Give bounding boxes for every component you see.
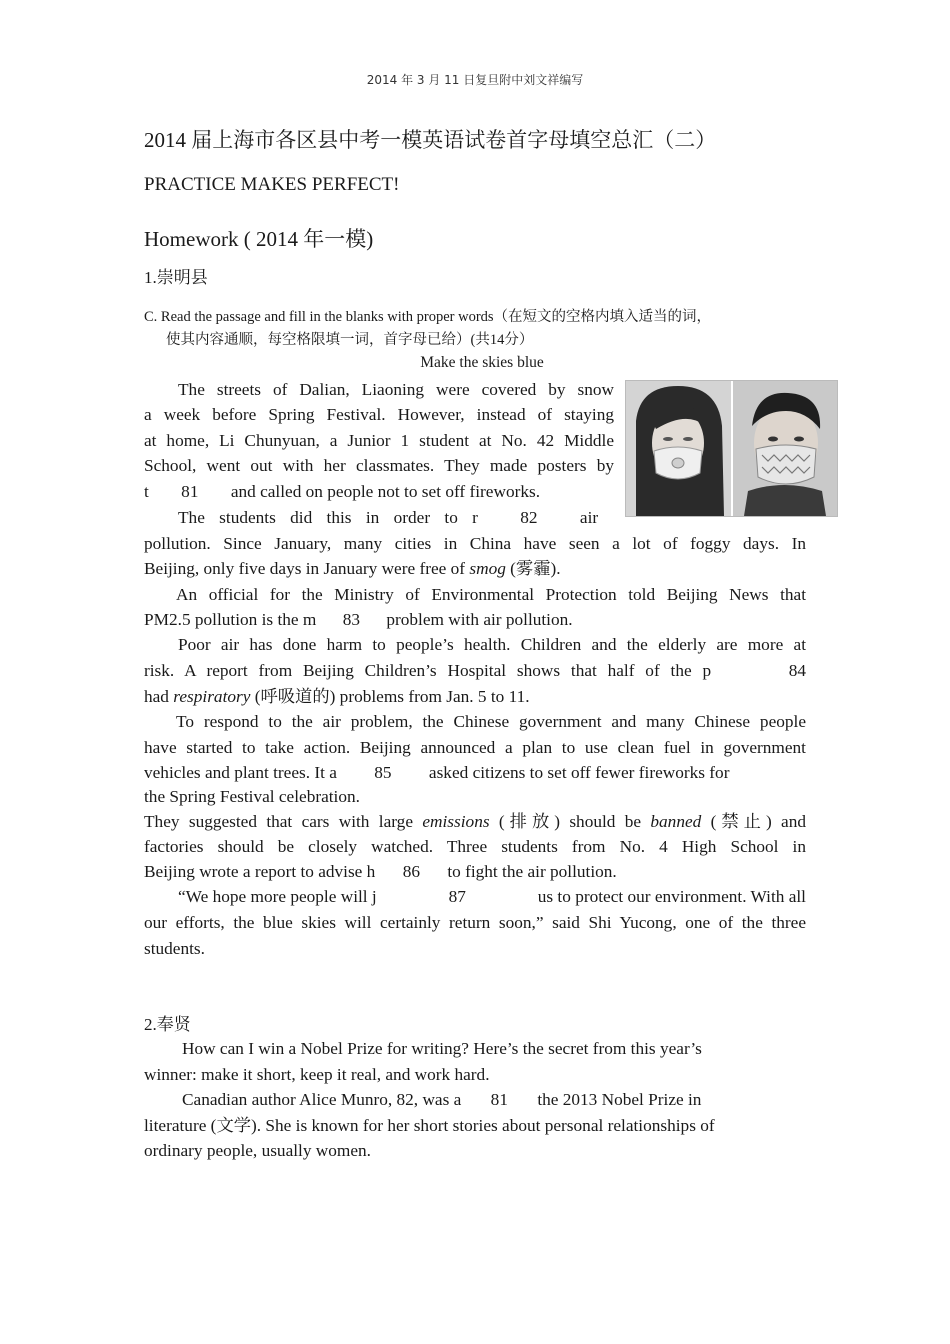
blank-81: 81 <box>181 482 199 501</box>
page-header: 2014 年 3 月 11 日复旦附中刘文祥编写 <box>366 73 584 87</box>
text-segment: problem with air pollution. <box>386 610 573 629</box>
passage-line <box>144 684 806 709</box>
text-segment: Beijing, only five days in January were free of <box>144 559 470 578</box>
passage-line <box>144 607 806 632</box>
passage-line <box>144 884 806 909</box>
blank-86: 86 <box>402 862 420 881</box>
passage-line: School, went out with her classmates. They made posters by <box>144 456 614 475</box>
document-title: 2014 届上海市各区县中考一模英语试卷首字母填空总汇（二） <box>144 128 717 152</box>
text-segment: PM2.5 pollution is the m <box>144 610 317 629</box>
text-segment: The students did this in order to r <box>178 508 478 527</box>
italic-term: emissions <box>422 812 490 831</box>
text-segment: Beijing wrote a report to advise h <box>144 862 376 881</box>
text-segment: They suggested that cars with large <box>144 812 423 831</box>
italic-term: banned <box>650 812 702 831</box>
passage-line <box>144 505 606 530</box>
italic-term: smog <box>469 559 506 578</box>
passage-line: pollution. Since January, many cities in China have seen a lot of foggy days. In <box>144 534 806 553</box>
text-segment: risk. A report from Beijing Children’s Hospital shows that half of the p <box>144 661 712 680</box>
blank-81: 81 <box>490 1090 508 1109</box>
passage-line: ordinary people, usually women. <box>144 1141 372 1160</box>
blank-85: 85 <box>374 763 392 782</box>
blank-82: 82 <box>520 508 538 527</box>
text-segment: (雾霾). <box>505 559 561 578</box>
text-segment: “We hope more people will j <box>178 887 377 906</box>
section-label-1: 1.崇明县 <box>144 268 208 287</box>
passage-line <box>144 556 806 581</box>
text-segment: had <box>144 687 174 706</box>
passage-line <box>144 809 806 834</box>
passage-line: a week before Spring Festival. However, instead of staying <box>144 405 614 424</box>
passage-line: students. <box>144 939 205 958</box>
passage-line <box>144 760 806 785</box>
text-segment: us to protect our environment. With all <box>537 887 806 906</box>
masks-photo-illustration <box>626 381 837 516</box>
blank-83: 83 <box>342 610 360 629</box>
homework-heading: Homework ( 2014 年一模) <box>144 227 374 251</box>
text-segment: (排放) should be <box>489 812 651 831</box>
text-segment: Canadian author Alice Munro, 82, was a <box>182 1090 462 1109</box>
passage-line: the Spring Festival celebration. <box>144 787 360 806</box>
passage-line <box>144 658 806 683</box>
passage-line: The streets of Dalian, Liaoning were covered by snow <box>178 380 614 399</box>
text-segment: the 2013 Nobel Prize in <box>537 1090 702 1109</box>
passage-line: factories should be closely watched. Three students from No. 4 High School in <box>144 837 806 856</box>
passage-title: Make the skies blue <box>420 354 544 371</box>
passage-line <box>144 479 614 504</box>
text-segment: (禁止) and <box>701 812 806 831</box>
blank-letter: t <box>144 482 149 501</box>
passage-line <box>144 1087 806 1112</box>
blank-87: 87 <box>448 887 466 906</box>
passage-line: An official for the Ministry of Environmental Protection told Beijing News that <box>176 585 806 604</box>
passage-line <box>144 859 806 884</box>
instruction-line-2: 使其内容通顺，每空格限填一词，首字母已给）(共14分） <box>166 332 534 348</box>
text-segment: asked citizens to set off fewer fireworks for <box>428 763 730 782</box>
text-segment: to fight the air pollution. <box>447 862 617 881</box>
passage-line: at home, Li Chunyuan, a Junior 1 student at No. 42 Middle <box>144 431 614 450</box>
italic-term: respiratory <box>173 687 251 706</box>
passage-line: our efforts, the blue skies will certainly return soon,” said Shi Yucong, one of the three <box>144 913 806 932</box>
passage-line: To respond to the air problem, the Chinese government and many Chinese people <box>176 712 806 731</box>
text-segment: air <box>579 508 599 527</box>
passage-line: Poor air has done harm to people’s health. Children and the elderly are more at <box>178 635 806 654</box>
passage-line: literature (文学). She is known for her short stories about personal relationships of <box>144 1116 715 1135</box>
instruction <box>144 306 810 352</box>
blank-84: 84 <box>788 661 806 680</box>
masks-photo <box>625 380 838 517</box>
passage-line: have started to take action. Beijing announced a plan to use clean fuel in government <box>144 738 806 757</box>
section-label-2: 2.奉贤 <box>144 1015 191 1034</box>
passage-line: winner: make it short, keep it real, and work hard. <box>144 1065 490 1084</box>
instruction-line-1: C. Read the passage and fill in the blanks with proper words（在短文的空格内填入适当的词， <box>144 309 712 325</box>
passage-line: How can I win a Nobel Prize for writing? Here’s the secret from this year’s <box>182 1039 702 1058</box>
document-subtitle: PRACTICE MAKES PERFECT! <box>144 174 400 195</box>
text-segment: (呼吸道的) problems from Jan. 5 to 11. <box>250 687 530 706</box>
text-segment: vehicles and plant trees. It a <box>144 763 337 782</box>
text-segment: and called on people not to set off fireworks. <box>230 482 541 501</box>
